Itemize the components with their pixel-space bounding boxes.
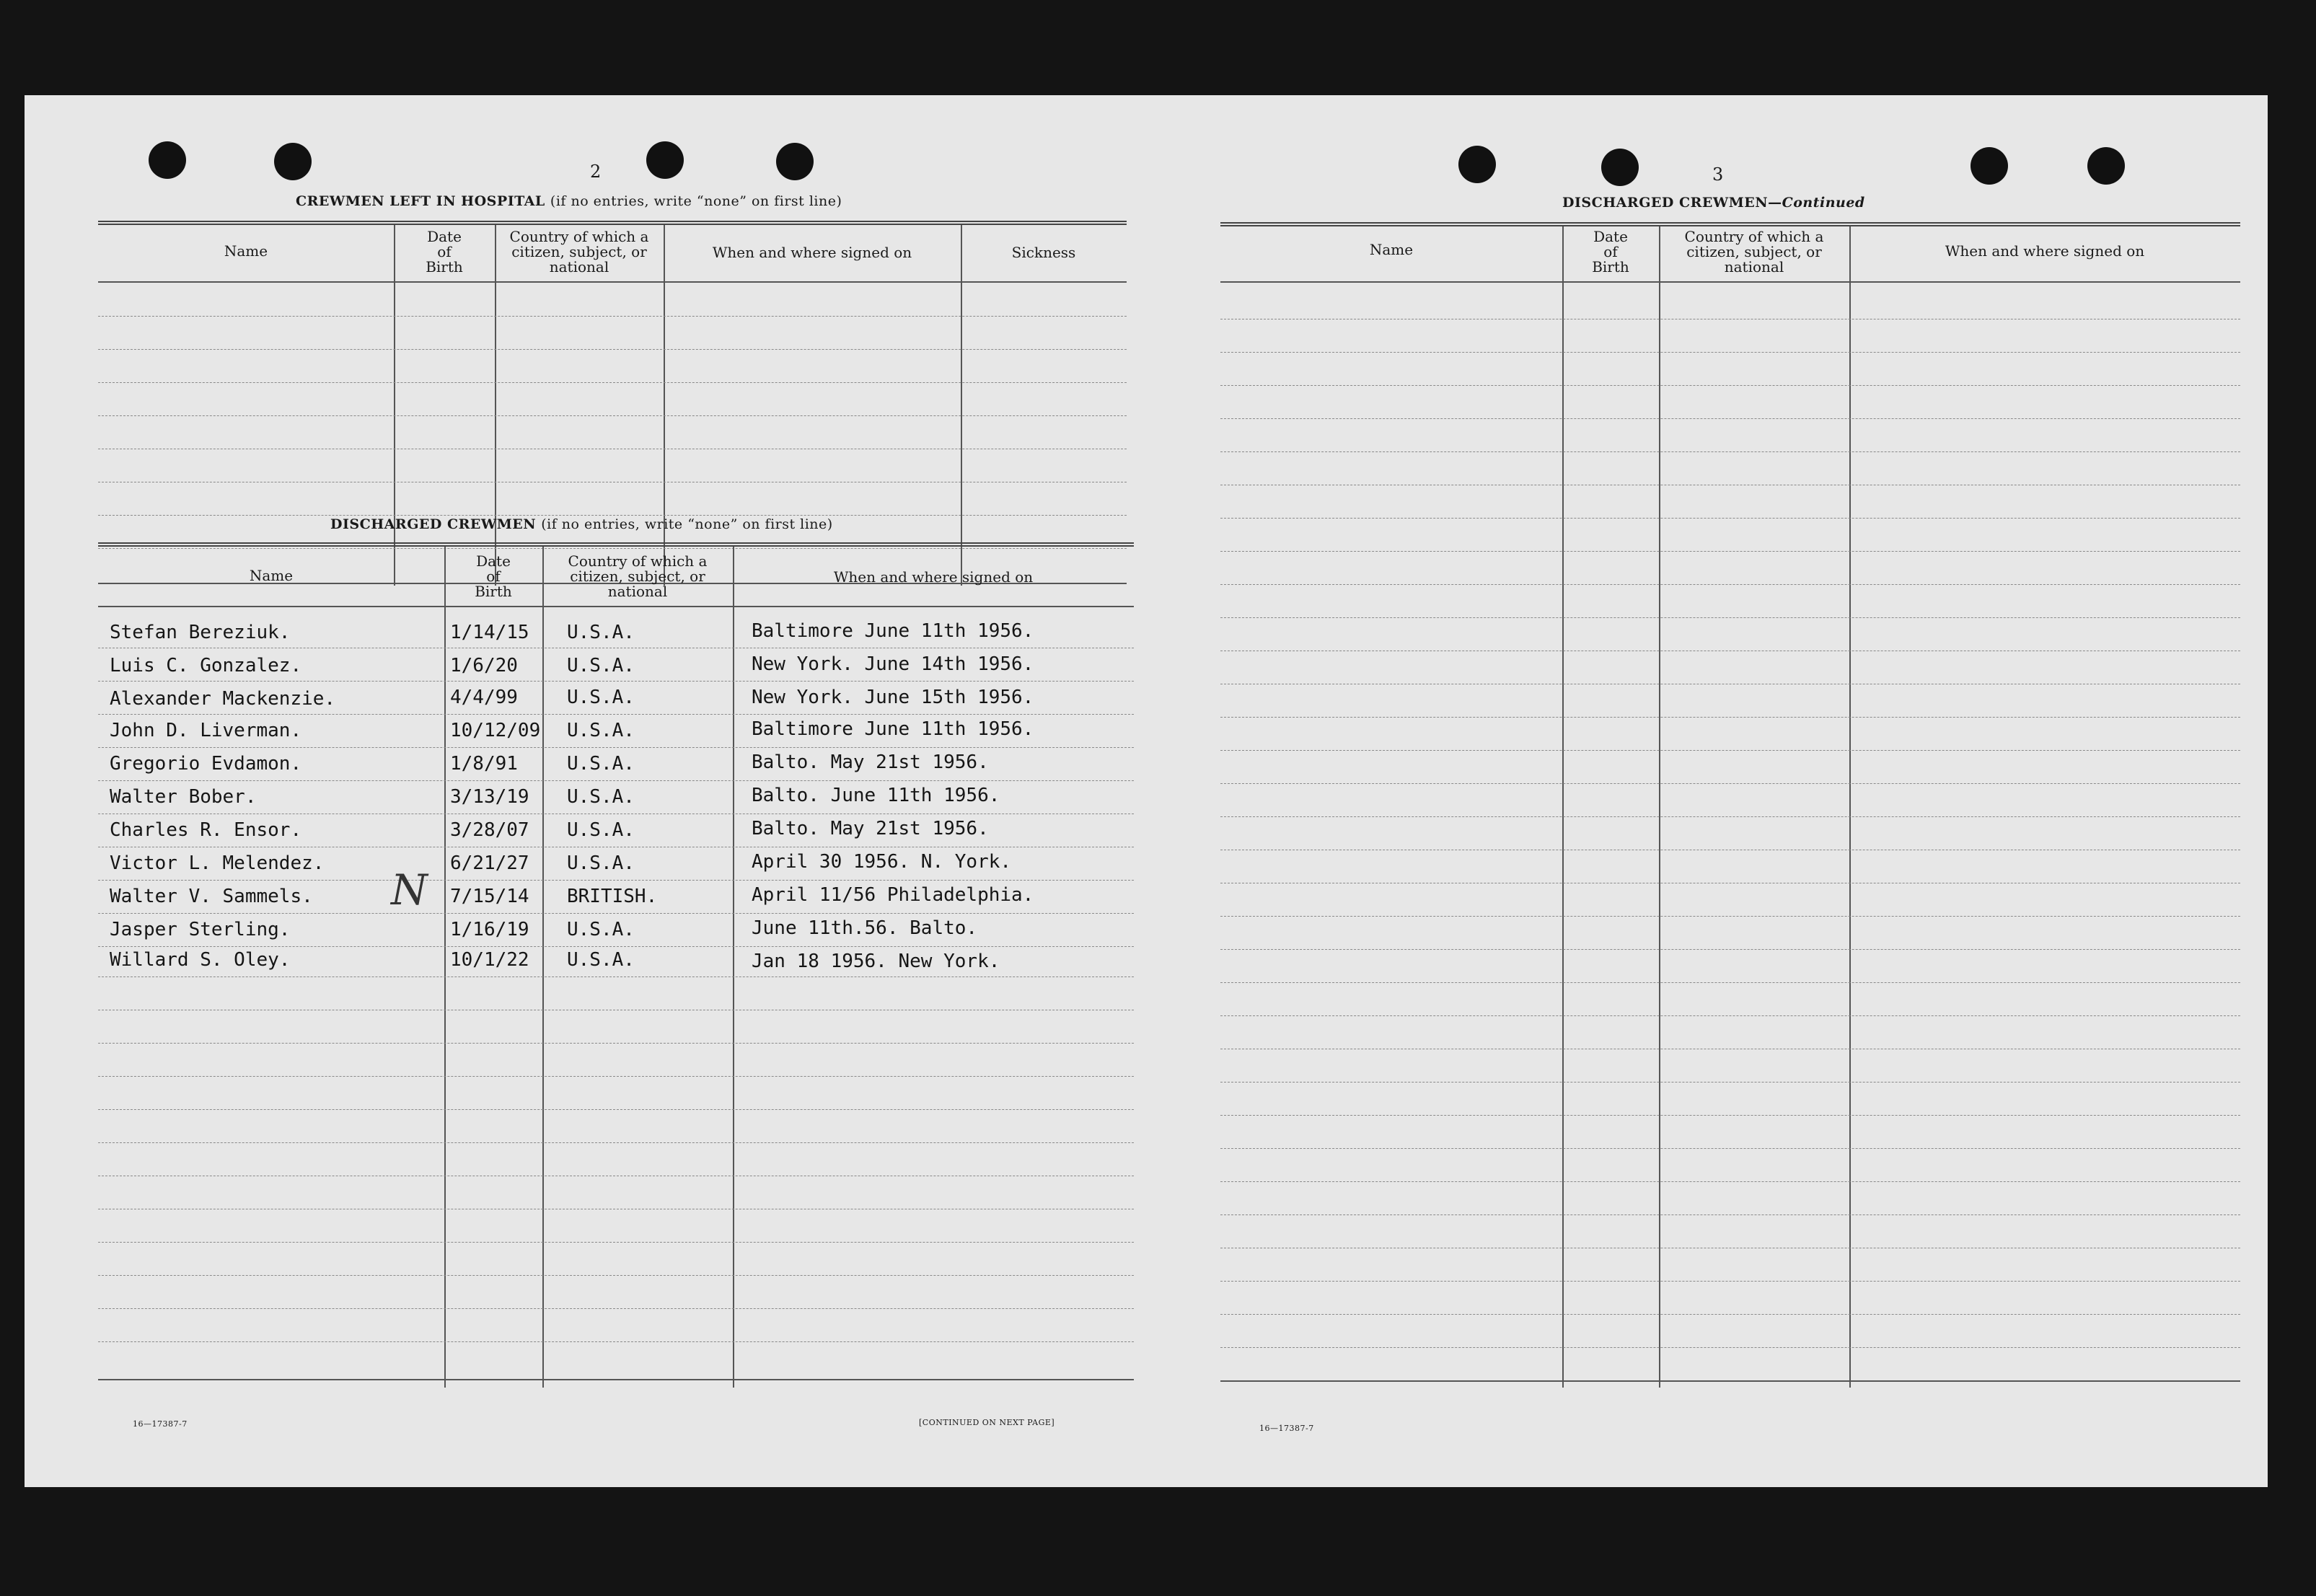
punch-hole [149,141,186,179]
crew-signed-on: April 30 1956. N. York. [752,851,1012,873]
table-bottom-border [98,1379,1134,1380]
continued-title-bold: DISCHARGED CREWMEN— [1562,195,1782,211]
discharged-col-country: Country of which a citizen, subject, or national [568,552,708,600]
ruled-line [98,349,1127,350]
crew-dob: 1/16/19 [450,919,529,940]
ruled-line [98,714,1134,715]
crew-name: John D. Liverman. [110,720,302,741]
crew-dob: 3/13/19 [450,786,529,808]
punch-hole [1971,147,2008,185]
ruled-line [1220,1281,2240,1282]
ruled-line [1220,1347,2240,1348]
ruled-line [1220,1214,2240,1215]
crew-signed-on: Jan 18 1956. New York. [752,951,1000,972]
crew-name: Stefan Bereziuk. [110,622,291,643]
crew-dob: 1/6/20 [450,655,518,676]
discharged-section-title [330,516,833,532]
crew-signed-on: Baltimore June 11th 1956. [752,620,1034,642]
ruled-line [1220,518,2240,519]
ruled-line [98,316,1127,317]
hospital-col-dob: Date of Birth [426,228,463,275]
discharged-col-signed-on: When and where signed on [833,568,1034,586]
ruled-line [98,548,1127,549]
discharged-col-name: Name [249,567,294,584]
ruled-line [98,415,1127,416]
page-number: 3 [1712,164,1724,185]
crew-country: U.S.A. [567,919,635,940]
column-divider [1659,226,1660,1388]
hospital-title-bold: CREWMEN LEFT IN HOSPITAL [296,193,545,209]
crew-dob: 4/4/99 [450,687,518,708]
ruled-line [98,747,1134,748]
ruled-line [1220,916,2240,917]
continued-col-signed-on: When and where signed on [1945,242,2145,260]
punch-hole [1601,149,1639,186]
crew-country: U.S.A. [567,819,635,841]
handwritten-mark: N [391,865,428,914]
column-divider [1562,226,1564,1388]
continued-col-dob: Date of Birth [1592,228,1629,275]
crew-signed-on: Balto. May 21st 1956. [752,751,989,773]
ruled-line [1220,1148,2240,1149]
punch-hole [2087,147,2125,185]
page-number: 2 [590,162,602,182]
hospital-col-sickness: Sickness [1011,244,1076,261]
ruled-line [1220,1115,2240,1116]
header-bottom-border [98,281,1127,283]
hospital-title-note: (if no entries, write “none” on first line) [550,193,842,209]
table-top-border [98,542,1134,547]
table-top-border [98,221,1127,225]
crew-dob: 10/1/22 [450,949,529,971]
crew-signed-on: Balto. May 21st 1956. [752,818,989,839]
crew-name: Jasper Sterling. [110,919,291,940]
table-bottom-border [1220,1380,2240,1382]
crew-country: U.S.A. [567,786,635,808]
ruled-line [1220,451,2240,452]
crew-name: Gregorio Evdamon. [110,753,302,775]
ruled-line [98,946,1134,947]
ruled-line [1220,617,2240,618]
crew-country: U.S.A. [567,687,635,708]
crew-country: U.S.A. [567,622,635,643]
ruled-line [98,382,1127,383]
discharged-title-bold: DISCHARGED CREWMEN [330,516,537,532]
ruled-line [98,1109,1134,1110]
ruled-line [98,976,1134,977]
ruled-line [98,1341,1134,1342]
ruled-line [98,1242,1134,1243]
crew-name: Victor L. Melendez. [110,852,325,874]
punch-hole [776,143,814,180]
header-bottom-border [98,606,1134,607]
continued-col-name: Name [1369,241,1414,258]
crew-dob: 1/8/91 [450,753,518,775]
crew-country: BRITISH. [567,886,658,907]
punch-hole [1458,146,1496,183]
crew-country: U.S.A. [567,655,635,676]
table-top-border [1220,222,2240,226]
crew-country: U.S.A. [567,753,635,775]
discharged-title-note: (if no entries, write “none” on first line) [541,516,833,532]
crew-name: Walter Bober. [110,786,257,808]
crew-country: U.S.A. [567,852,635,874]
ruled-line [1220,418,2240,419]
ruled-line [1220,584,2240,585]
crew-dob: 1/14/15 [450,622,529,643]
document-sheet [25,95,2268,1487]
ruled-line [1220,1082,2240,1083]
crew-dob: 10/12/09 [450,720,541,741]
ruled-line [98,1142,1134,1143]
ruled-line [1220,1181,2240,1182]
hospital-section-title [296,193,842,209]
column-divider [733,547,734,1388]
crew-name: Luis C. Gonzalez. [110,655,302,676]
continued-section-title [1562,195,1865,211]
ruled-line [1220,1314,2240,1315]
ruled-line [1220,385,2240,386]
form-number: 16—17387-7 [133,1419,188,1429]
column-divider [444,547,446,1388]
ruled-line [98,1043,1134,1044]
ruled-line [1220,982,2240,983]
ruled-line [1220,551,2240,552]
ruled-line [98,1076,1134,1077]
continued-note: [CONTINUED ON NEXT PAGE] [919,1418,1055,1427]
ruled-line [98,780,1134,781]
crew-signed-on: April 11/56 Philadelphia. [752,884,1034,906]
crew-signed-on: New York. June 15th 1956. [752,687,1034,708]
hospital-col-signed-on: When and where signed on [712,244,912,261]
ruled-line [98,1308,1134,1309]
discharged-col-dob: Date of Birth [475,552,512,600]
crew-name: Willard S. Oley. [110,949,291,971]
header-bottom-border [1220,281,2240,283]
ruled-line [1220,949,2240,950]
crew-dob: 3/28/07 [450,819,529,841]
ruled-line [98,681,1134,682]
hospital-col-name: Name [224,242,268,260]
crew-dob: 7/15/14 [450,886,529,907]
continued-title-italic: Continued [1782,195,1865,211]
crew-country: U.S.A. [567,949,635,971]
punch-hole [646,141,684,179]
ruled-line [1220,1015,2240,1016]
punch-hole [274,143,312,180]
ruled-line [98,515,1127,516]
ruled-line [98,1275,1134,1276]
ruled-line [1220,816,2240,817]
hospital-col-country: Country of which a citizen, subject, or national [509,228,649,275]
continued-col-country: Country of which a citizen, subject, or national [1684,228,1824,275]
crew-dob: 6/21/27 [450,852,529,874]
column-divider [1849,226,1851,1388]
ruled-line [98,913,1134,914]
ruled-line [1220,783,2240,784]
crew-name: Alexander Mackenzie. [110,688,336,710]
crew-signed-on: New York. June 14th 1956. [752,653,1034,675]
ruled-line [1220,352,2240,353]
column-divider [542,547,544,1388]
column-divider [961,225,962,586]
ruled-line [98,880,1134,881]
crew-signed-on: Balto. June 11th 1956. [752,785,1000,806]
crew-signed-on: Baltimore June 11th 1956. [752,718,1034,740]
ruled-line [1220,717,2240,718]
crew-name: Walter V. Sammels. [110,886,313,907]
form-number: 16—17387-7 [1259,1424,1314,1433]
ruled-line [1220,750,2240,751]
crew-signed-on: June 11th.56. Balto. [752,917,978,939]
crew-country: U.S.A. [567,720,635,741]
crew-name: Charles R. Ensor. [110,819,302,841]
